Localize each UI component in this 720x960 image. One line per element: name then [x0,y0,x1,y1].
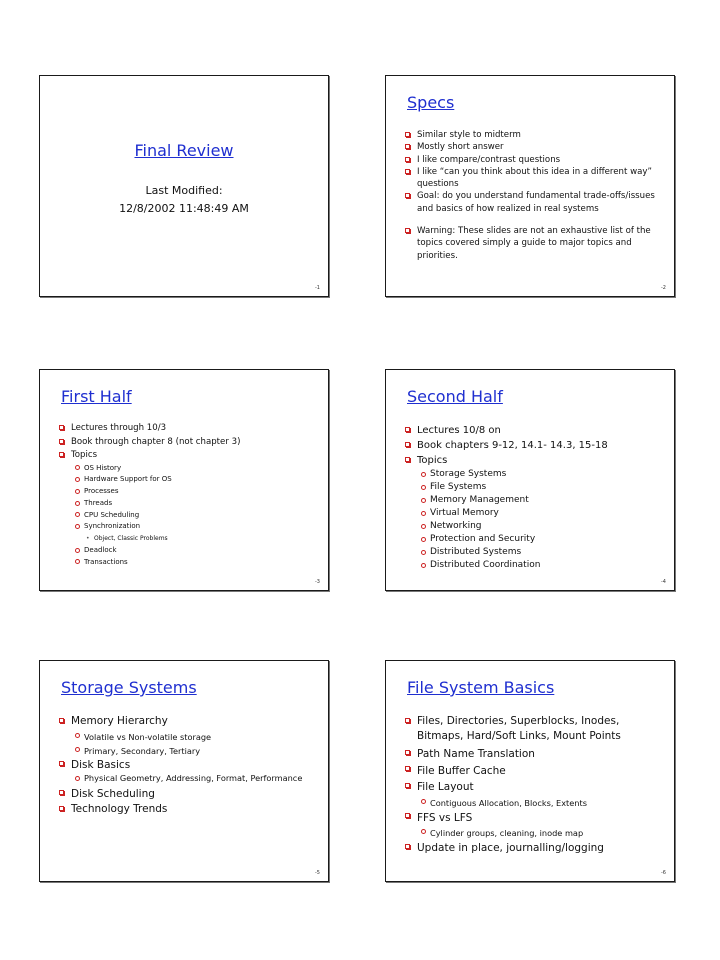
list-item: Lectures 10/8 on [417,423,662,438]
slide-title: Storage Systems [61,678,197,697]
list-item: Mostly short answer [417,141,657,153]
page-number: -6 [661,870,666,876]
list-item: Files, Directories, Superblocks, Inodes, Bitmaps, Hard/Soft Links, Mount Points [417,714,642,744]
list-item: Technology Trends [71,802,306,818]
list-item: Goal: do you understand fundamental trade-offs/issues and basics of how realized in real systems [417,190,657,215]
slide-title: Final Review [134,141,234,160]
list-item: Primary, Secondary, Tertiary [84,744,306,758]
bullet-list [417,714,642,857]
page-number: -2 [661,285,666,291]
list-item: Warning: These slides are not an exhaustive list of the topics covered simply a guide to major topics and priorities. [417,225,657,262]
list-item: FFS vs LFS [417,810,642,827]
list-item: Book chapters 9-12, 14.1- 14.3, 15-18 [417,438,662,453]
slide-title: Second Half [407,387,503,406]
list-item: Cylinder groups, cleaning, inode map [430,826,642,840]
bullet-list [71,422,311,568]
list-item: Distributed Systems [430,546,662,559]
slide-title: Specs [407,93,455,112]
list-item: Memory Management [430,494,662,507]
list-item: Storage Systems [430,468,662,481]
last-modified-label: Last Modified: [145,184,223,197]
list-item: Disk Basics [71,758,306,774]
list-item: Physical Geometry, Addressing, Format, Performance [84,773,306,785]
list-item: I like “can you think about this idea in a different way” questions [417,166,657,191]
slide-file-system-basics [385,660,675,882]
list-item: I like compare/contrast questions [417,154,657,166]
bullet-list [417,129,657,262]
page-number: -4 [661,579,666,585]
list-item: Lectures through 10/3 [71,422,311,436]
bullet-list [417,423,662,572]
list-item: Volatile vs Non-volatile storage [84,730,306,744]
list-item: File Layout [417,779,642,796]
list-item: Book through chapter 8 (not chapter 3) [71,436,311,450]
page-number: -5 [315,870,320,876]
list-item: Processes [84,486,311,498]
list-item: File Buffer Cache [417,763,642,780]
list-item: Contiguous Allocation, Blocks, Extents [430,796,642,810]
page-number: -1 [315,285,320,291]
slide-title: File System Basics [407,678,555,697]
list-item: Distributed Coordination [430,559,662,572]
list-item: • Object, Classic Problems [94,533,311,545]
slide-specs [385,75,675,297]
bullet-list [71,714,306,818]
list-item: CPU Scheduling [84,510,311,522]
slide-final-review [39,75,329,297]
list-item: Path Name Translation [417,746,642,763]
list-item: OS History [84,463,311,475]
list-item: Deadlock [84,545,311,557]
slide-storage-systems [39,660,329,882]
list-item: Virtual Memory [430,507,662,520]
list-item: Topics [71,449,311,463]
list-item: Similar style to midterm [417,129,657,141]
slide-title: First Half [61,387,132,406]
list-item: File Systems [430,481,662,494]
list-item: Threads [84,498,311,510]
list-item: Protection and Security [430,533,662,546]
list-item: Update in place, journalling/logging [417,840,642,857]
page-number: -3 [315,579,320,585]
slide-second-half [385,369,675,591]
list-item: Synchronization [84,521,311,533]
list-item: Hardware Support for OS [84,474,311,486]
list-item: Topics [417,453,662,468]
list-item: Transactions [84,557,311,569]
last-modified-value: 12/8/2002 11:48:49 AM [119,202,249,215]
list-item: Networking [430,520,662,533]
list-item: Memory Hierarchy [71,714,306,730]
slide-first-half [39,369,329,591]
list-item: Disk Scheduling [71,787,306,803]
